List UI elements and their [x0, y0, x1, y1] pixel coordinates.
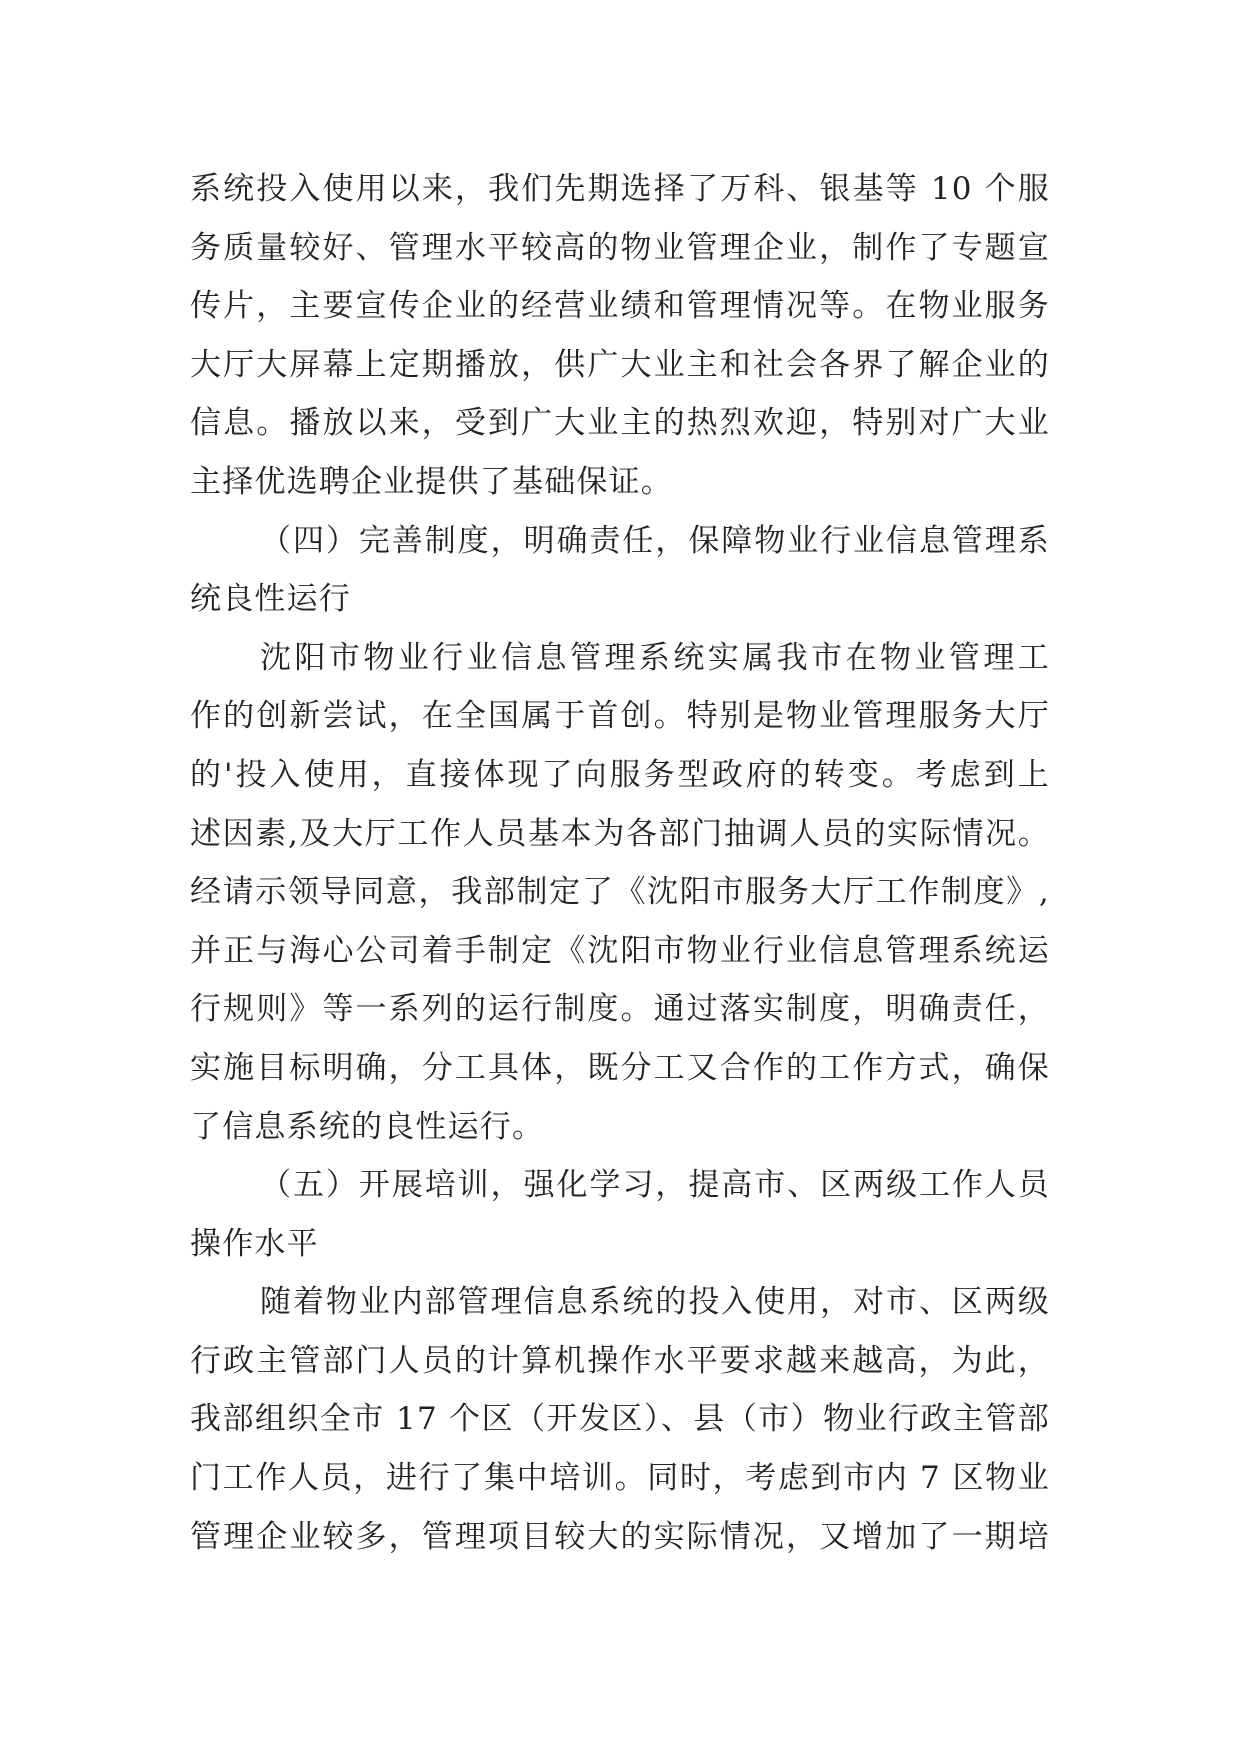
text-line: 大厅大屏幕上定期播放，供广大业主和社会各界了解企业的: [190, 346, 1050, 383]
text-line: 门工作人员，进行了集中培训。同时，考虑到市内 7 区物业: [190, 1460, 1050, 1497]
text-line: 信息。播放以来，受到广大业主的热烈欢迎，特别对广大业: [190, 405, 1050, 442]
text-line: 务质量较好、管理水平较高的物业管理企业，制作了专题宣: [190, 229, 1050, 266]
text-line: 实施目标明确，分工具体，既分工又合作的工作方式，确保: [190, 1049, 1050, 1086]
text-line: 主择优选聘企业提供了基础保证。: [190, 463, 673, 500]
text-line: 传片，主要宣传企业的经营业绩和管理情况等。在物业服务: [190, 288, 1050, 325]
text-line: 作的创新尝试，在全国属于首创。特别是物业管理服务大厅: [190, 698, 1050, 735]
text-line: （四）完善制度，明确责任，保障物业行业信息管理系: [260, 522, 1050, 559]
text-line: 并正与海心公司着手制定《沈阳市物业行业信息管理系统运: [190, 932, 1050, 969]
text-line: 了信息系统的良性运行。: [190, 1108, 545, 1145]
text-line: 行规则》等一系列的运行制度。通过落实制度，明确责任，: [190, 991, 1050, 1028]
document-body: [190, 160, 1050, 1566]
text-line: 的'投入使用，直接体现了向服务型政府的转变。考虑到上: [190, 756, 1050, 793]
text-line: 随着物业内部管理信息系统的投入使用，对市、区两级: [260, 1284, 1050, 1321]
text-line: 系统投入使用以来，我们先期选择了万科、银基等 10 个服: [190, 171, 1050, 207]
text-line: 经请示领导同意，我部制定了《沈阳市服务大厅工作制度》,: [190, 874, 1050, 911]
text-line: 统良性运行: [190, 581, 351, 618]
text-line: 管理企业较多，管理项目较大的实际情况，又增加了一期培: [190, 1518, 1050, 1555]
text-line: （五）开展培训，强化学习，提高市、区两级工作人员: [260, 1167, 1050, 1204]
text-line: 述因素,及大厅工作人员基本为各部门抽调人员的实际情况。: [190, 815, 1050, 852]
text-line: 操作水平: [190, 1225, 319, 1262]
text-line: 沈阳市物业行业信息管理系统实属我市在物业管理工: [260, 639, 1050, 676]
text-line: 行政主管部门人员的计算机操作水平要求越来越高，为此，: [190, 1342, 1050, 1379]
text-line: 我部组织全市 17 个区（开发区）、县（市）物业行政主管部: [190, 1401, 1050, 1438]
